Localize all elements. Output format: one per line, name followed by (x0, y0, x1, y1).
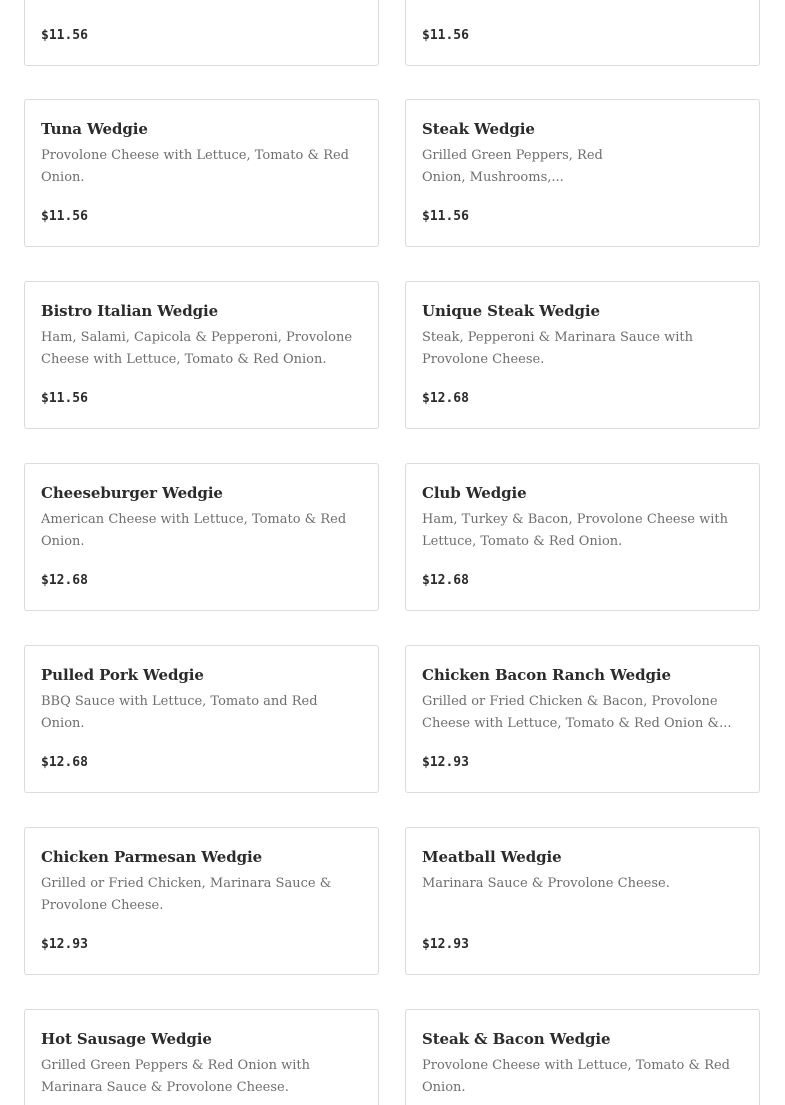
item-price: $11.56 (41, 209, 88, 224)
menu-item-hot-sausage-wedgie[interactable] (24, 1009, 379, 1105)
menu-item-card[interactable] (24, 0, 379, 66)
menu-item-tuna-wedgie[interactable] (24, 99, 379, 247)
menu-item-cheeseburger-wedgie[interactable] (24, 463, 379, 611)
item-name: Cheeseburger Wedgie (41, 484, 223, 502)
item-price: $12.68 (422, 573, 469, 588)
item-description: BBQ Sauce with Lettuce, Tomato and Red Onion. (41, 694, 318, 731)
item-description: American Cheese with Lettuce, Tomato & Red Onion. (41, 512, 347, 549)
item-name: Chicken Bacon Ranch Wedgie (422, 666, 671, 684)
item-price: $11.56 (422, 209, 469, 224)
item-name: Tuna Wedgie (41, 120, 148, 138)
item-description: Steak, Pepperoni & Marinara Sauce with Provolone Cheese. (422, 330, 693, 367)
item-name: Hot Sausage Wedgie (41, 1030, 212, 1048)
menu-item-steak-wedgie[interactable] (405, 99, 760, 247)
item-price: $12.68 (422, 391, 469, 406)
menu-item-pulled-pork-wedgie[interactable] (24, 645, 379, 793)
menu-item-chicken-parmesan-wedgie[interactable] (24, 827, 379, 975)
item-name: Club Wedgie (422, 484, 527, 502)
item-price: $12.68 (41, 573, 88, 588)
item-name: Steak Wedgie (422, 120, 535, 138)
item-price: $12.93 (41, 937, 88, 952)
item-description: Grilled or Fried Chicken, Marinara Sauce & Provolone Cheese. (41, 876, 332, 913)
item-name: Bistro Italian Wedgie (41, 302, 219, 320)
item-price: $12.68 (41, 755, 88, 770)
item-description: Grilled Green Peppers & Red Onion with Marinara Sauce & Provolone Cheese. (41, 1058, 310, 1095)
item-description: Marinara Sauce & Provolone Cheese. (422, 876, 670, 891)
menu-item-bistro-italian-wedgie[interactable] (24, 281, 379, 429)
item-description: Ham, Turkey & Bacon, Provolone Cheese with Lettuce, Tomato & Red Onion. (422, 512, 728, 549)
item-description: Provolone Cheese with Lettuce, Tomato & Red Onion. (41, 148, 350, 185)
item-price: $11.56 (41, 28, 88, 43)
item-description: Ham, Salami, Capicola & Pepperoni, Provolone Cheese with Lettuce, Tomato & Red Onion. (41, 330, 353, 367)
menu-item-unique-steak-wedgie[interactable] (405, 281, 760, 429)
item-description: Grilled Green Peppers, Red Onion, Mushrooms,... (422, 148, 603, 185)
item-name: Meatball Wedgie (422, 848, 562, 866)
menu-item-meatball-wedgie[interactable] (405, 827, 760, 975)
item-name: Steak & Bacon Wedgie (422, 1030, 611, 1048)
item-description: Provolone Cheese with Lettuce, Tomato & Red Onion. (422, 1058, 731, 1095)
item-price: $12.93 (422, 755, 469, 770)
item-price: $12.93 (422, 937, 469, 952)
item-name: Chicken Parmesan Wedgie (41, 848, 263, 866)
menu-item-club-wedgie[interactable] (405, 463, 760, 611)
menu-item-steak-bacon-wedgie[interactable] (405, 1009, 760, 1105)
item-description: Grilled or Fried Chicken & Bacon, Provolone Cheese with Lettuce, Tomato & Red Onion &... (422, 694, 732, 731)
item-name: Pulled Pork Wedgie (41, 666, 204, 684)
item-price: $11.56 (41, 391, 88, 406)
item-name: Unique Steak Wedgie (422, 302, 600, 320)
item-price: $11.56 (422, 28, 469, 43)
menu-item-chicken-bacon-ranch-wedgie[interactable] (405, 645, 760, 793)
menu-item-card[interactable] (405, 0, 760, 66)
